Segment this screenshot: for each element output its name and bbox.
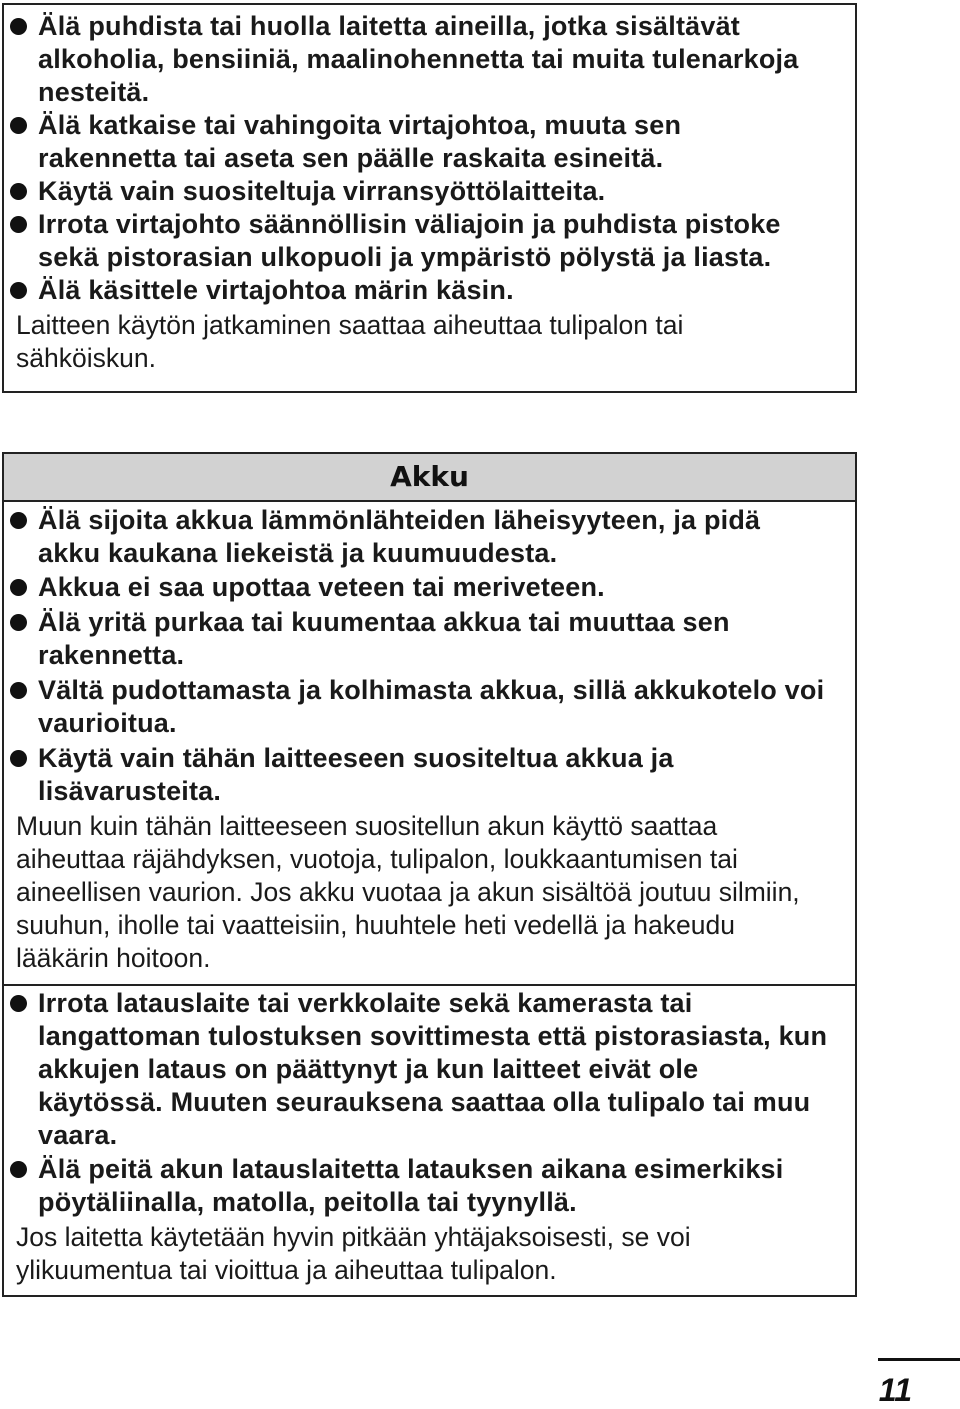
bullet-icon <box>10 750 27 767</box>
list-item <box>4 208 838 274</box>
bullet-text: Älä puhdista tai huolla laitetta aineilla, jotka sisältävät alkoholia, bensiiniä, maalinohennetta tai muita tulenarkoja nesteitä. <box>38 11 799 107</box>
list-item <box>4 504 828 570</box>
battery-note-2: Jos laitetta käytetään hyvin pitkään yhtäjaksoisesti, se voi ylikuumentua tai vioittua ja aiheuttaa tulipalon. <box>16 1222 691 1285</box>
bullet-text: Irrota virtajohto säännöllisin väliajoin ja puhdista pistoke sekä pistorasian ulkopuoli ja ympäristö pölystä ja liasta. <box>38 209 781 272</box>
bullet-text: Akkua ei saa upottaa veteen tai meriveteen. <box>38 572 605 602</box>
bullet-icon <box>10 216 27 233</box>
bullet-text: Älä käsittele virtajohtoa märin käsin. <box>38 275 514 305</box>
bullet-icon <box>10 995 27 1012</box>
warning-note: Laitteen käytön jatkaminen saattaa aiheuttaa tulipalon tai sähköiskun. <box>16 310 684 373</box>
bullet-text: Käytä vain tähän laitteeseen suositeltua akkua ja lisävarusteita. <box>38 743 674 806</box>
warning-list <box>4 10 855 375</box>
page-number: 11 <box>878 1372 912 1408</box>
list-item <box>4 606 778 672</box>
section-title: Akku <box>4 454 855 502</box>
bullet-text: Älä peitä akun latauslaitetta latauksen aikana esimerkiksi pöytäliinalla, matolla, peitolla tai tyynyllä. <box>38 1154 784 1217</box>
warning-box <box>2 3 857 393</box>
battery-list-1 <box>4 504 855 975</box>
section-divider <box>4 984 855 986</box>
list-item <box>4 742 698 808</box>
list-item <box>4 987 828 1152</box>
list-item <box>4 109 738 175</box>
bullet-icon <box>10 18 27 35</box>
battery-list-2 <box>4 987 855 1287</box>
bullet-icon <box>10 614 27 631</box>
list-item <box>4 674 838 740</box>
list-item <box>4 571 855 604</box>
battery-note-1: Muun kuin tähän laitteeseen suositellun akun käyttö saattaa aiheuttaa räjähdyksen, vuotoja, tulipalon, loukkaantumisen tai aineellisen vaurion. Jos akku vuotaa ja akun sisältöä joutuu silmiin, suuhun, iholle tai vaatteisiin, huuhtele heti vedellä ja hakeudu lääkärin hoitoon. <box>16 811 800 973</box>
list-item <box>4 1153 838 1219</box>
list-item <box>4 10 853 109</box>
bullet-icon <box>10 183 27 200</box>
bullet-icon <box>10 682 27 699</box>
bullet-icon <box>10 282 27 299</box>
bullet-text: Älä katkaise tai vahingoita virtajohtoa, muuta sen rakennetta tai aseta sen päälle raskaita esineitä. <box>38 110 682 173</box>
bullet-icon <box>10 512 27 529</box>
bullet-text: Älä sijoita akkua lämmönlähteiden läheisyyteen, ja pidä akku kaukana liekeistä ja kuumuudesta. <box>38 505 761 568</box>
list-item <box>4 274 855 307</box>
bullet-text: Irrota latauslaite tai verkkolaite sekä kamerasta tai langattoman tulostuksen sovittimesta että pistorasiasta, kun akkujen lataus on päättynyt ja kun laitteet eivät ole käytössä. Muuten seurauksena saattaa olla tulipalo tai muu vaara. <box>38 988 828 1150</box>
bullet-text: Käytä vain suositeltuja virransyöttölaitteita. <box>38 176 606 206</box>
bullet-text: Vältä pudottamasta ja kolhimasta akkua, sillä akkukotelo voi vaurioitua. <box>38 675 825 738</box>
bullet-icon <box>10 1161 27 1178</box>
battery-section <box>2 452 857 1297</box>
bullet-icon <box>10 579 27 596</box>
bullet-text: Älä yritä purkaa tai kuumentaa akkua tai muuttaa sen rakennetta. <box>38 607 730 670</box>
page-number-rule <box>878 1358 960 1361</box>
bullet-icon <box>10 117 27 134</box>
list-item <box>4 175 855 208</box>
